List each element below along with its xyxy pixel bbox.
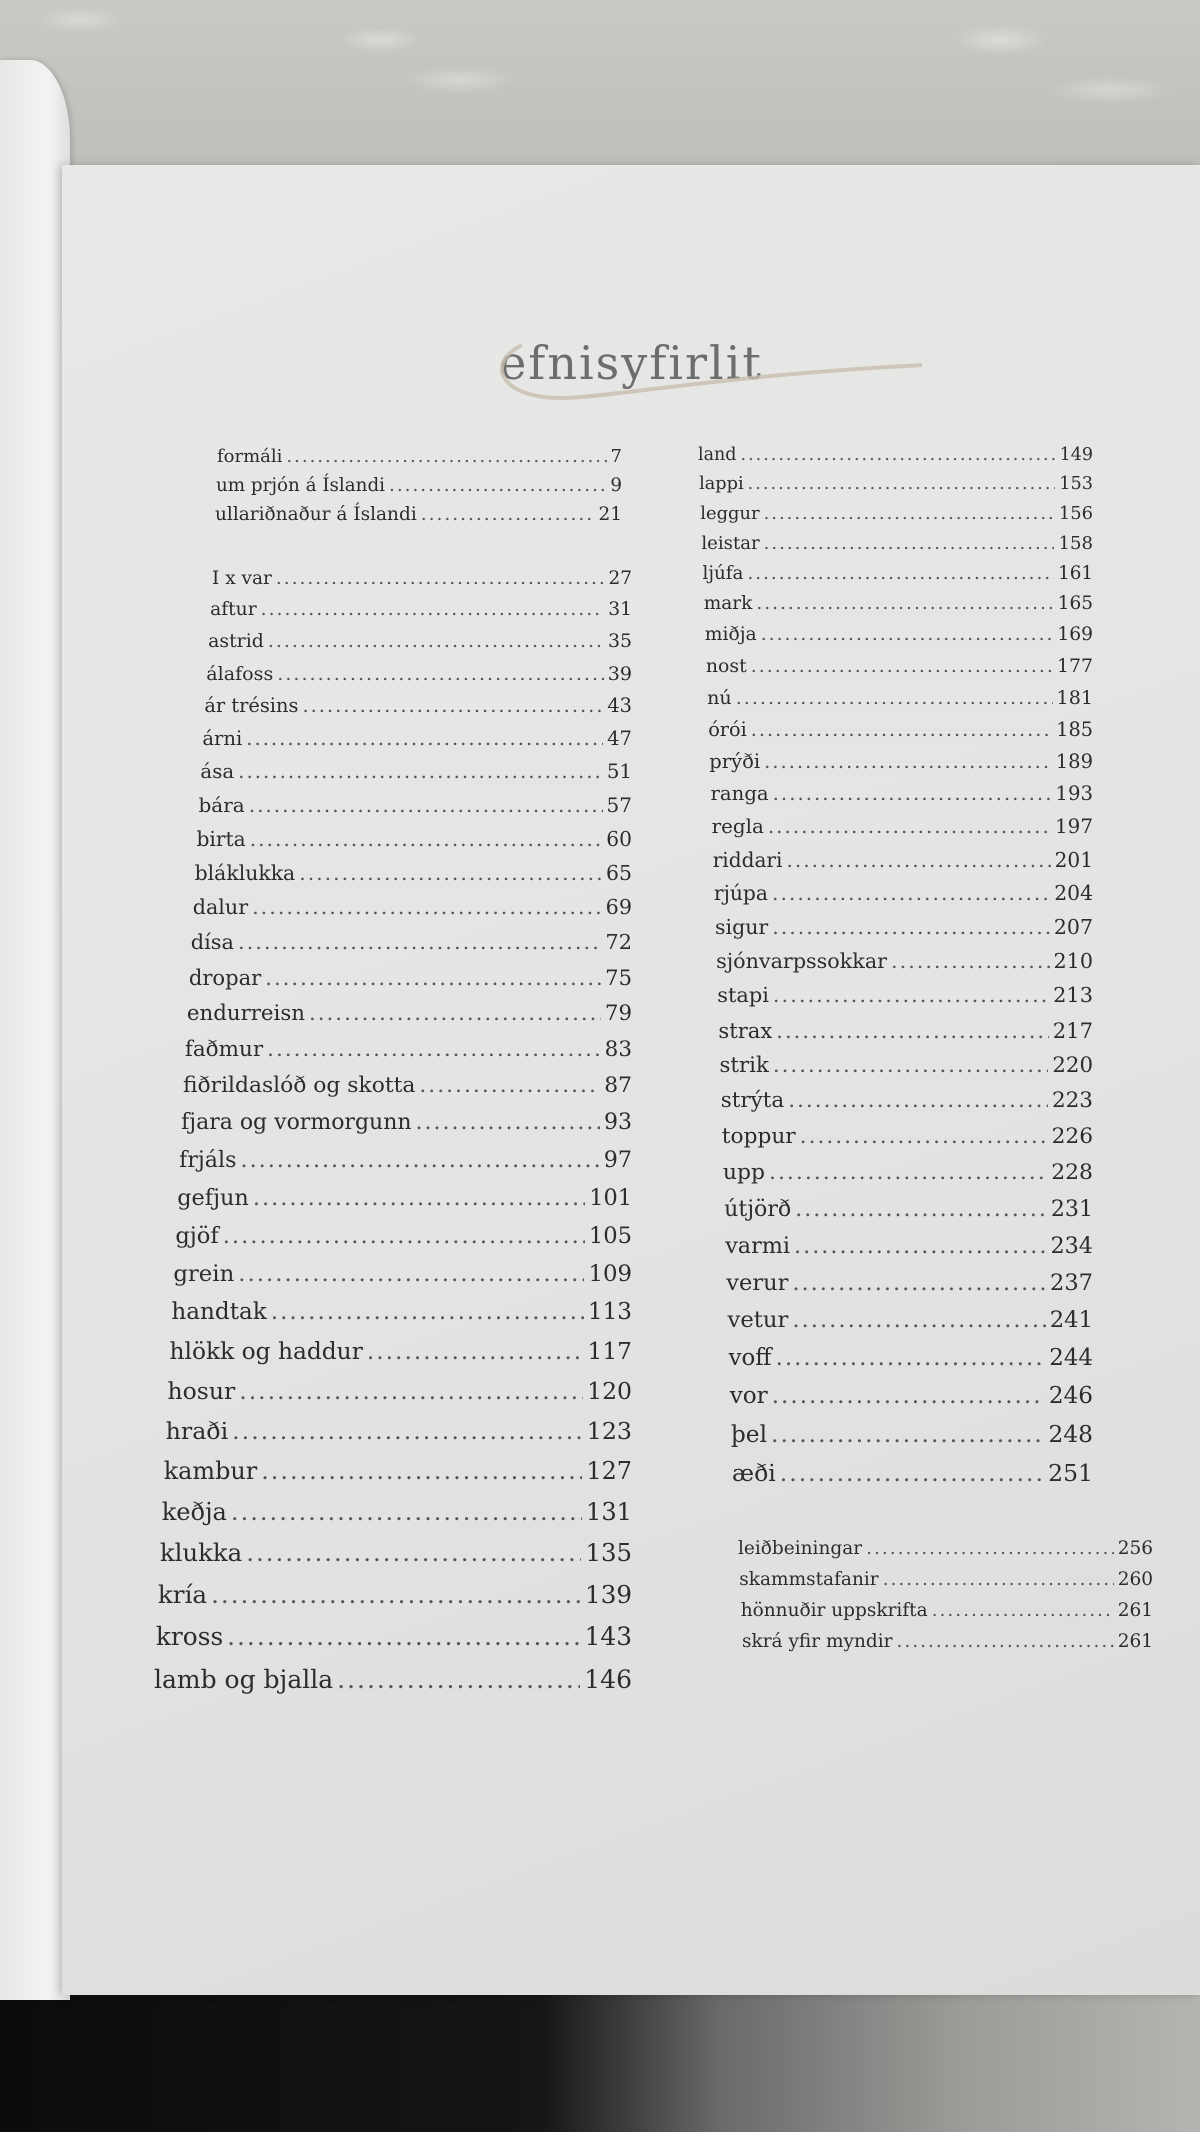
toc-entry-page-number: 223 <box>1051 1088 1093 1114</box>
toc-entry <box>724 1198 1093 1235</box>
toc-entry-title: lamb og bjalla <box>154 1664 334 1694</box>
toc-leader-dots <box>421 506 595 525</box>
toc-entry <box>704 595 1093 626</box>
toc-right-patterns <box>698 447 1093 1501</box>
toc-entry-page-number: 226 <box>1051 1123 1093 1149</box>
toc-entry-page-number: 210 <box>1053 948 1093 973</box>
toc-entry <box>194 860 632 898</box>
toc-entry-title: leiðbeiningar <box>738 1538 863 1559</box>
toc-entry-page-number: 197 <box>1055 814 1093 838</box>
toc-right-appendix <box>738 1540 1153 1664</box>
toc-entry-title: strik <box>719 1052 769 1078</box>
toc-entry-page-number: 256 <box>1117 1538 1153 1559</box>
toc-entry-title: skammstafanir <box>739 1569 879 1590</box>
toc-entry <box>200 759 632 795</box>
toc-entry-title: sjónvarpssokkar <box>716 948 888 973</box>
toc-entry-title: strýta <box>720 1088 785 1114</box>
toc-entry-title: lappi <box>699 474 744 494</box>
toc-leader-dots <box>337 1667 580 1692</box>
toc-entry-title: voff <box>728 1344 772 1371</box>
toc-entry <box>202 726 632 762</box>
toc-entry-title: nost <box>705 654 747 677</box>
toc-entry-title: um prjón á Íslandi <box>216 475 386 496</box>
toc-entry-title: klukka <box>159 1538 243 1568</box>
toc-leader-dots <box>788 1090 1048 1112</box>
toc-leader-dots <box>246 1541 581 1565</box>
toc-left-intro <box>217 448 622 535</box>
toc-entry <box>702 562 1094 595</box>
toc-entry-page-number: 177 <box>1056 654 1093 677</box>
toc-entry-page-number: 60 <box>606 826 632 851</box>
toc-entry-page-number: 123 <box>586 1416 632 1445</box>
toc-entry <box>181 1112 632 1149</box>
toc-entry-page-number: 231 <box>1050 1196 1093 1223</box>
toc-entry-page-number: 213 <box>1053 983 1093 1008</box>
toc-entry-title: faðmur <box>184 1036 264 1062</box>
toc-entry-page-number: 244 <box>1049 1344 1093 1371</box>
toc-entry-title: skrá yfir myndir <box>742 1631 893 1652</box>
toc-entry-title: leistar <box>701 532 760 554</box>
toc-leader-dots <box>756 595 1053 614</box>
toc-entry-title: dalur <box>192 895 249 920</box>
toc-leader-dots <box>771 1423 1044 1446</box>
toc-leader-dots <box>211 1583 581 1608</box>
toc-entry <box>154 1664 632 1710</box>
toc-leader-dots <box>780 1462 1044 1486</box>
toc-entry-title: ljúfa <box>702 562 744 584</box>
toc-entry-title: astrid <box>208 630 264 653</box>
toc-leader-dots <box>232 1420 583 1444</box>
table-edge <box>0 1975 1200 2132</box>
toc-leader-dots <box>773 1055 1048 1076</box>
toc-entry-page-number: 201 <box>1054 847 1093 872</box>
toc-entry-page-number: 161 <box>1058 562 1093 584</box>
toc-entry-page-number: 207 <box>1053 914 1093 939</box>
toc-leader-dots <box>891 951 1049 972</box>
toc-leader-dots <box>747 565 1054 583</box>
toc-entry <box>165 1416 632 1460</box>
toc-entry-title: endurreisn <box>186 1000 305 1026</box>
toc-entry-title: handtak <box>171 1299 267 1326</box>
toc-entry-title: hönnuðir uppskrifta <box>740 1600 928 1621</box>
toc-entry <box>714 883 1093 917</box>
toc-left-patterns <box>154 568 632 1709</box>
toc-entry <box>170 1340 633 1379</box>
toc-entry-title: útjörð <box>724 1196 792 1223</box>
toc-entry-title: dísa <box>190 930 234 955</box>
toc-entry-title: aftur <box>210 599 257 620</box>
toc-entry <box>208 632 632 664</box>
toc-leader-dots <box>238 932 601 953</box>
toc-entry <box>155 1621 632 1667</box>
toc-entry <box>728 1309 1094 1347</box>
toc-leader-dots <box>866 1540 1114 1559</box>
toc-entry-title: hosur <box>167 1376 236 1405</box>
toc-entry-title: land <box>698 445 737 465</box>
toc-entry <box>217 448 622 477</box>
toc-leader-dots <box>769 1162 1047 1184</box>
toc-entry-title: álafoss <box>206 662 274 686</box>
toc-leader-dots <box>751 657 1053 676</box>
toc-leader-dots <box>761 626 1054 645</box>
toc-entry-title: ása <box>200 759 235 783</box>
toc-entry-page-number: 101 <box>589 1184 632 1211</box>
toc-entry-page-number: 185 <box>1056 717 1093 741</box>
toc-leader-dots <box>267 1039 601 1061</box>
toc-entry <box>717 985 1093 1020</box>
toc-leader-dots <box>792 1309 1045 1332</box>
toc-leader-dots <box>795 1198 1047 1220</box>
toc-entry-page-number: 220 <box>1052 1052 1093 1078</box>
toc-leader-dots <box>772 917 1050 938</box>
toc-leader-dots <box>794 1235 1046 1257</box>
toc-entry <box>704 623 1093 657</box>
toc-entry-title: toppur <box>721 1123 796 1149</box>
toc-entry-title: keðja <box>161 1498 227 1527</box>
toc-entry-page-number: 228 <box>1051 1159 1093 1185</box>
toc-entry-page-number: 43 <box>607 694 632 718</box>
toc-leader-dots <box>238 1263 584 1286</box>
toc-entry <box>716 948 1093 985</box>
toc-entry <box>162 1500 632 1541</box>
toc-entry-title: strax <box>718 1017 773 1043</box>
toc-entry-title: dropar <box>188 965 262 991</box>
toc-entry <box>741 1602 1153 1633</box>
toc-leader-dots <box>896 1633 1113 1652</box>
toc-entry-title: stapi <box>717 983 769 1008</box>
toc-entry-page-number: 97 <box>603 1147 632 1174</box>
toc-entry-page-number: 69 <box>605 895 632 920</box>
toc-leader-dots <box>792 1272 1046 1295</box>
toc-entry-title: kría <box>157 1579 208 1609</box>
toc-entry <box>216 477 622 506</box>
toc-entry-title: ranga <box>710 782 769 806</box>
toc-leader-dots <box>773 985 1049 1006</box>
toc-leader-dots <box>786 850 1050 870</box>
toc-entry-title: vetur <box>727 1307 789 1334</box>
toc-entry-page-number: 93 <box>604 1110 632 1136</box>
toc-entry-title: kross <box>155 1621 224 1651</box>
toc-entry-page-number: 241 <box>1049 1307 1093 1334</box>
toc-entry-title: æði <box>732 1458 776 1487</box>
toc-entry-title: hraði <box>165 1416 229 1445</box>
toc-leader-dots <box>302 696 603 715</box>
toc-entry-title: riddari <box>712 847 783 872</box>
toc-entry <box>721 1090 1093 1126</box>
toc-leader-dots <box>416 1112 600 1134</box>
toc-entry <box>215 506 622 535</box>
toc-entry-title: rjúpa <box>713 881 769 906</box>
toc-entry <box>212 570 632 601</box>
toc-entry <box>711 814 1093 850</box>
toc-entry <box>171 1301 632 1340</box>
toc-entry-page-number: 51 <box>606 759 632 783</box>
toc-entry-page-number: 237 <box>1050 1269 1093 1296</box>
tablecloth-background <box>0 0 1200 180</box>
toc-entry-page-number: 120 <box>587 1376 632 1405</box>
contents-page <box>62 165 1200 1995</box>
toc-entry <box>718 1017 1093 1055</box>
toc-entry-page-number: 117 <box>587 1338 632 1366</box>
toc-leader-dots <box>741 447 1056 465</box>
toc-entry-title: gjöf <box>175 1222 219 1249</box>
toc-entry <box>719 1052 1094 1090</box>
toc-entry-page-number: 79 <box>604 1000 632 1026</box>
toc-entry <box>726 1269 1093 1309</box>
toc-leader-dots <box>800 1126 1048 1148</box>
toc-entry <box>715 914 1093 951</box>
toc-entry-page-number: 39 <box>607 662 632 686</box>
toc-leader-dots <box>764 752 1052 772</box>
toc-entry-title: mark <box>703 593 753 615</box>
toc-entry-title: sigur <box>715 914 769 939</box>
toc-entry <box>721 1123 1093 1162</box>
toc-entry-page-number: 131 <box>586 1498 632 1527</box>
toc-entry-title: kambur <box>163 1456 258 1485</box>
toc-entry-title: miðja <box>704 623 757 645</box>
toc-leader-dots <box>250 829 603 849</box>
toc-entry-page-number: 156 <box>1058 503 1093 525</box>
toc-entry-page-number: 31 <box>608 599 632 620</box>
toc-entry <box>739 1571 1153 1602</box>
toc-entry-page-number: 217 <box>1052 1017 1093 1043</box>
toc-entry <box>698 447 1093 476</box>
toc-entry-page-number: 57 <box>606 792 632 817</box>
toc-entry-title: nú <box>707 686 732 710</box>
toc-entry-page-number: 234 <box>1050 1232 1093 1259</box>
title-swoosh-decoration <box>442 325 962 435</box>
toc-leader-dots <box>932 1602 1114 1621</box>
toc-leader-dots <box>277 664 603 683</box>
toc-leader-dots <box>268 632 604 651</box>
toc-entry <box>157 1579 632 1625</box>
toc-entry-page-number: 109 <box>588 1260 632 1287</box>
toc-entry-page-number: 135 <box>585 1538 632 1568</box>
toc-entry <box>738 1540 1153 1571</box>
toc-entry-title: vor <box>729 1382 768 1409</box>
toc-entry-title: ullariðnaður á Íslandi <box>215 504 417 525</box>
toc-entry <box>210 601 632 632</box>
toc-leader-dots <box>299 863 602 883</box>
toc-entry-title: upp <box>722 1159 766 1185</box>
toc-leader-dots <box>773 784 1052 804</box>
toc-leader-dots <box>261 1460 582 1484</box>
toc-entry-title: árni <box>202 726 243 750</box>
toc-entry-title: verur <box>726 1269 789 1296</box>
toc-entry <box>701 532 1093 565</box>
toc-leader-dots <box>249 795 603 815</box>
toc-entry-page-number: 246 <box>1048 1382 1093 1409</box>
toc-leader-dots <box>253 1187 585 1209</box>
toc-entry-page-number: 83 <box>604 1036 632 1062</box>
toc-entry-page-number: 21 <box>598 504 622 525</box>
toc-entry-title: I x var <box>212 568 272 589</box>
toc-leader-dots <box>764 535 1055 553</box>
toc-entry-page-number: 261 <box>1117 1631 1153 1652</box>
toc-entry-page-number: 105 <box>588 1222 632 1249</box>
toc-entry-page-number: 204 <box>1054 881 1093 906</box>
toc-entry-title: fiðrildaslóð og skotta <box>183 1073 416 1099</box>
toc-entry <box>705 654 1093 688</box>
toc-entry <box>179 1149 632 1187</box>
toc-entry-page-number: 146 <box>584 1664 632 1694</box>
toc-entry <box>167 1376 633 1420</box>
toc-leader-dots <box>246 729 603 749</box>
toc-entry-page-number: 189 <box>1055 749 1093 773</box>
toc-leader-dots <box>776 1020 1048 1041</box>
toc-entry-page-number: 7 <box>610 446 622 467</box>
toc-entry <box>163 1456 632 1501</box>
toc-leader-dots <box>276 570 605 589</box>
toc-entry-title: ár trésins <box>204 694 299 718</box>
toc-leader-dots <box>748 476 1056 494</box>
toc-leader-dots <box>309 1003 601 1024</box>
toc-entry-title: grein <box>173 1260 235 1287</box>
toc-leader-dots <box>389 477 606 495</box>
toc-entry <box>732 1458 1093 1501</box>
toc-entry-page-number: 139 <box>585 1579 632 1609</box>
page-title: efnisyfirlit <box>499 335 763 390</box>
toc-entry <box>728 1344 1093 1385</box>
toc-leader-dots <box>419 1075 600 1097</box>
toc-entry-page-number: 113 <box>587 1299 632 1326</box>
toc-entry-page-number: 153 <box>1059 474 1093 494</box>
toc-entry <box>206 664 632 696</box>
toc-entry <box>189 967 632 1003</box>
toc-entry-page-number: 27 <box>608 568 632 589</box>
toc-entry-page-number: 261 <box>1117 1600 1153 1621</box>
toc-leader-dots <box>367 1340 584 1363</box>
toc-entry-page-number: 143 <box>584 1621 632 1651</box>
toc-entry-title: leggur <box>700 503 760 525</box>
toc-entry <box>198 792 633 829</box>
toc-entry <box>204 696 632 729</box>
toc-entry <box>700 505 1093 535</box>
toc-entry <box>193 897 632 932</box>
toc-entry <box>183 1075 632 1112</box>
toc-entry-page-number: 87 <box>604 1073 632 1099</box>
toc-entry-page-number: 248 <box>1048 1421 1093 1449</box>
toc-entry-page-number: 149 <box>1059 445 1093 465</box>
toc-entry-page-number: 47 <box>607 726 632 750</box>
toc-entry-title: gefjun <box>177 1184 249 1211</box>
toc-entry-title: þel <box>730 1421 768 1449</box>
toc-entry <box>725 1232 1093 1272</box>
toc-entry <box>196 826 633 863</box>
toc-entry <box>173 1260 632 1302</box>
toc-entry-page-number: 35 <box>607 630 632 653</box>
toc-leader-dots <box>227 1625 580 1650</box>
toc-entry <box>191 932 632 967</box>
toc-leader-dots <box>223 1225 585 1248</box>
toc-entry-page-number: 127 <box>586 1456 632 1485</box>
toc-entry-title: prýði <box>709 749 761 773</box>
toc-entry <box>708 717 1093 752</box>
toc-entry <box>729 1382 1093 1423</box>
toc-entry <box>709 749 1093 784</box>
toc-entry-title: fjara og vormorgunn <box>181 1110 412 1136</box>
facing-page-edge <box>0 60 70 2000</box>
toc-entry-title: bára <box>198 792 245 817</box>
toc-leader-dots <box>239 1380 583 1404</box>
toc-entry-page-number: 251 <box>1048 1458 1093 1487</box>
toc-entry <box>722 1159 1093 1198</box>
toc-entry <box>184 1036 632 1075</box>
toc-entry-page-number: 193 <box>1055 782 1093 806</box>
toc-entry-title: órói <box>708 717 747 741</box>
toc-leader-dots <box>238 762 603 782</box>
toc-entry-title: varmi <box>725 1232 791 1259</box>
toc-leader-dots <box>751 720 1052 739</box>
toc-entry <box>712 847 1093 883</box>
toc-leader-dots <box>286 448 606 466</box>
toc-entry-title: bláklukka <box>194 860 296 885</box>
toc-entry-page-number: 169 <box>1057 623 1093 645</box>
toc-leader-dots <box>265 967 601 988</box>
toc-leader-dots <box>772 1385 1045 1408</box>
toc-entry-title: hlökk og haddur <box>169 1338 363 1366</box>
toc-entry <box>699 476 1093 505</box>
toc-leader-dots <box>271 1301 584 1324</box>
toc-entry-page-number: 260 <box>1117 1569 1153 1590</box>
toc-leader-dots <box>736 688 1053 707</box>
toc-leader-dots <box>768 817 1051 837</box>
toc-entry <box>742 1633 1153 1664</box>
toc-entry-title: regla <box>711 814 764 838</box>
toc-entry-title: birta <box>196 826 246 851</box>
toc-leader-dots <box>252 897 602 918</box>
toc-entry-page-number: 72 <box>605 930 632 955</box>
toc-leader-dots <box>241 1149 600 1171</box>
toc-entry <box>186 1000 632 1039</box>
toc-entry <box>711 784 1094 817</box>
toc-entry <box>707 688 1093 720</box>
toc-entry-title: formáli <box>217 446 283 467</box>
toc-entry <box>175 1222 632 1263</box>
toc-entry-page-number: 9 <box>610 475 622 496</box>
toc-leader-dots <box>231 1500 582 1524</box>
toc-entry-page-number: 165 <box>1057 593 1093 615</box>
toc-entry-title: frjáls <box>179 1147 237 1174</box>
toc-entry-page-number: 158 <box>1058 532 1093 554</box>
toc-entry <box>731 1423 1093 1462</box>
toc-leader-dots <box>772 883 1050 903</box>
toc-leader-dots <box>776 1347 1046 1370</box>
toc-entry <box>159 1538 632 1582</box>
toc-entry-page-number: 181 <box>1056 686 1093 710</box>
toc-leader-dots <box>261 601 605 620</box>
toc-entry-page-number: 65 <box>606 860 632 885</box>
toc-leader-dots <box>883 1571 1114 1590</box>
toc-leader-dots <box>764 505 1055 523</box>
toc-entry <box>177 1184 632 1225</box>
toc-entry-page-number: 75 <box>605 965 632 991</box>
